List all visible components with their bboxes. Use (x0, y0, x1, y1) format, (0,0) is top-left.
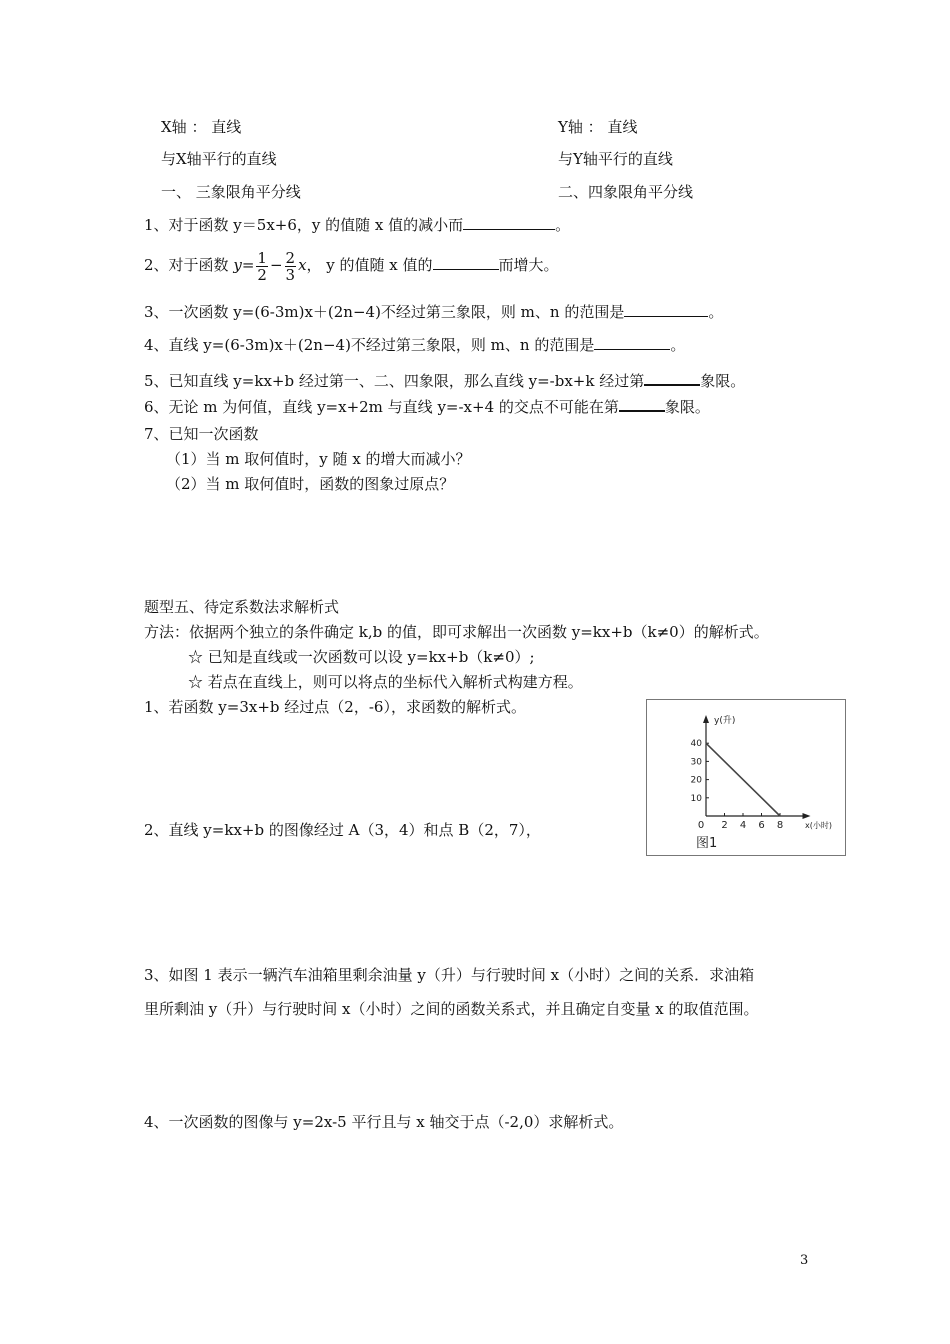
y-axis-line-label: Y轴 ： 直线 (558, 118, 638, 136)
question-2: 2、对于函数 y= $\frac{1}{2}$ − $\frac{2}{3}$ x， y 的值随 x 值的 而增大。 (144, 248, 559, 284)
x-tick-label: 4 (739, 820, 747, 831)
y-axis-arrow (703, 715, 709, 723)
question-5: 5、已知直线 y=kx+b 经过第一、二、四象限，那么直线 y=-bx+k 经过第 象限。 (144, 369, 745, 391)
answer-blank (619, 395, 665, 412)
fraction-one-half: $\frac{1}{2}$ (257, 248, 267, 284)
x-tick-label: 2 (721, 820, 728, 831)
x-axis-line-label: X轴 ： 直线 (161, 118, 242, 136)
y-tick-label: 10 (690, 793, 702, 804)
answer-blank (433, 254, 499, 270)
section-title: 题型五、待定系数法求解析式 (144, 598, 340, 616)
method-text: 方法：依据两个独立的条件确定 k,b 的值，即可求解出一次函数 y=kx+b（k≠0）的解析式。 (144, 623, 769, 641)
answer-blank (624, 301, 708, 317)
question-3: 3、一次函数 y=(6-3m)x＋(2n−4)不经过第三象限，则 m、n 的范围是 。 (144, 303, 724, 321)
example-2: 2、直线 y=kx+b 的图像经过 A（3，4）和点 B（2，7）， (144, 821, 541, 839)
x-tick-label: 8 (776, 820, 784, 831)
parallel-y-label: 与Y轴平行的直线 (558, 150, 673, 168)
figure-1-chart (646, 699, 846, 856)
page-number: 3 (800, 1253, 809, 1268)
example-4: 4、一次函数的图像与 y=2x-5 平行且与 x 轴交于点（-2,0）求解析式。 (144, 1113, 624, 1131)
tip-1: ☆ 已知是直线或一次函数可以设 y=kx+b（k≠0）; (188, 648, 535, 666)
fraction-two-thirds: $\frac{2}{3}$ (285, 248, 296, 284)
question-7-part-1: （1）当 m 取何值时，y 随 x 的增大而减小？ (166, 450, 471, 468)
x-tick-label: 0 (697, 820, 705, 831)
figure-caption: 图1 (696, 836, 718, 851)
question-4: 4、直线 y=(6-3m)x＋(2n−4)不经过第三象限，则 m、n 的范围是 。 (144, 336, 686, 354)
answer-blank (594, 334, 670, 350)
x-axis-arrow (803, 813, 811, 819)
example-3-line-2: 里所剩油 y（升）与行驶时间 x（小时）之间的函数关系式，并且确定自变量 x 的取值范围。 (144, 1000, 759, 1018)
question-1: 1、对于函数 y＝5x+6，y 的值随 x 值的减小而 。 (144, 216, 571, 234)
y-tick-label: 20 (690, 775, 702, 786)
x-tick-label: 6 (758, 820, 765, 831)
chart-svg (647, 700, 845, 855)
question-6: 6、无论 m 为何值，直线 y=x+2m 与直线 y=-x+4 的交点不可能在第 象限。 (144, 395, 710, 417)
example-3-line-1: 3、如图 1 表示一辆汽车油箱里剩余油量 y（升）与行驶时间 x（小时）之间的关系．求油箱 (144, 966, 755, 984)
question-7-title: 7、已知一次函数 (144, 425, 259, 443)
y-tick-label: 40 (690, 739, 702, 750)
x-axis-label: x(小时) (805, 821, 832, 830)
parallel-x-label: 与X轴平行的直线 (161, 150, 277, 168)
y-axis-label: y(升) (714, 716, 736, 726)
question-7-part-2: （2）当 m 取何值时，函数的图象过原点？ (166, 475, 455, 493)
answer-blank (463, 214, 555, 230)
series-line (706, 743, 780, 816)
example-1: 1、若函数 y=3x+b 经过点（2，-6），求函数的解析式。 (144, 698, 526, 716)
bisector-24-label: 二、四象限角平分线 (558, 183, 694, 201)
y-tick-label: 30 (690, 757, 702, 768)
bisector-13-label: 一、 三象限角平分线 (161, 183, 301, 201)
answer-blank (644, 369, 700, 386)
tip-2: ☆ 若点在直线上，则可以将点的坐标代入解析式构建方程。 (188, 673, 583, 691)
